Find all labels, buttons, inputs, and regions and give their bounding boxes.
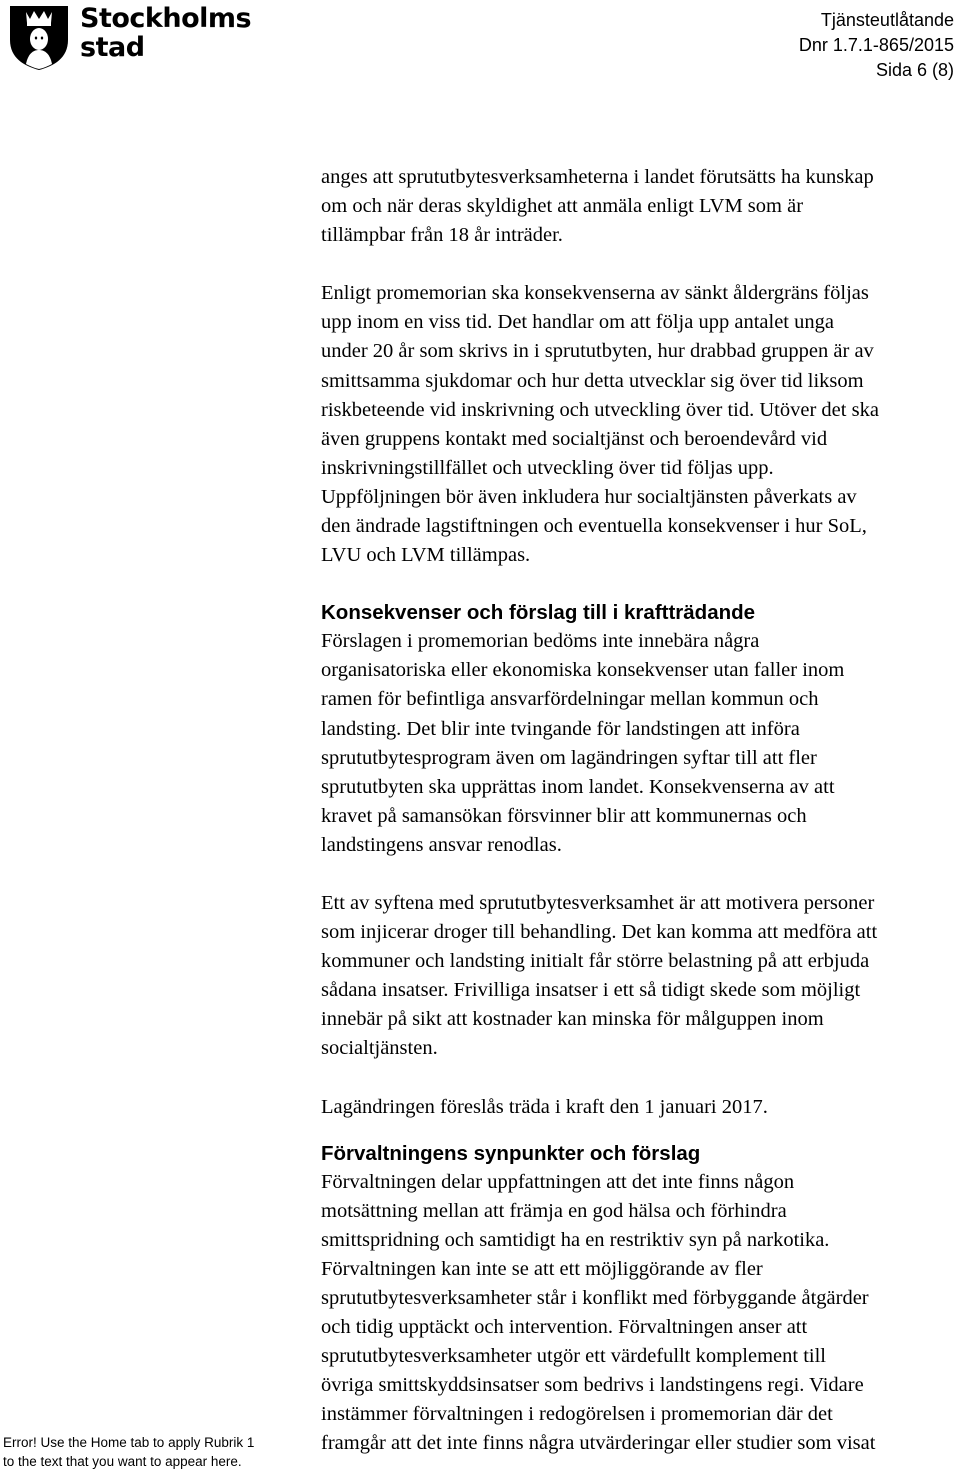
heading-administration-views: Förvaltningens synpunkter och förslag	[321, 1141, 701, 1165]
crown-shield-icon	[4, 2, 74, 72]
paragraph-3: Förslagen i promemorian bedöms inte innebära några organisatoriska eller ekonomiska konsekvenser utan faller inom ramen för befintliga ansvarfördelningar mellan kommun och landsting. Det blir inte tvingande för landstingen att införa sprututbytesprogram även om lagändringen syftar till att fler sprututbyten ska upprättas inom landet. Konsekvenserna av att kravet på samansökan försvinner blir att kommunernas och landstingens ansvar renodlas.	[321, 630, 845, 856]
logo-text-line1: Stockholms	[80, 3, 252, 34]
doc-number: Dnr 1.7.1-865/2015	[798, 35, 954, 55]
paragraph-6: Förvaltningen delar uppfattningen att det inte finns någon motsättning mellan att främja en god hälsa och förhindra smittspridning och samtidigt ha en restriktiv syn på narkotika. Förvaltningen kan inte se att ett möjliggörande av fler sprututbytesverksamheter står i konflikt med förbyggande åtgärder och tidig upptäckt och intervention. Förvaltningen anser att sprututbytesverksamheter utgör ett värdefullt komplement till övriga smittskyddsinsatser som bedrivs i landstingens regi. Vidare instämmer förvaltningen i redogörelsen i promemorian där det framgår att det inte finns några utvärderingar eller studier som visat	[321, 1170, 876, 1455]
logo-text-line2: stad	[80, 32, 145, 63]
document-body	[321, 163, 957, 1459]
stockholm-logo	[4, 2, 252, 72]
footer-error-text: Error! Use the Home tab to apply Rubrik 1 to the text that you want to appear here.	[3, 1435, 255, 1469]
page-label: Sida 6 (8)	[875, 60, 954, 80]
heading-consequences: Konsekvenser och förslag till i kraftträdande	[321, 601, 756, 625]
paragraph-5: Lagändringen föreslås träda i kraft den 1 januari 2017.	[321, 1095, 768, 1118]
paragraph-2: Enligt promemorian ska konsekvenserna av sänkt åldergräns följas upp inom en viss tid. Det handlar om att följa upp antalet unga under 20 år som skrivs in i sprututbyten, hur drabbad gruppen är av smittsamma sjukdomar och hur detta utvecklar sig över tid liksom riskbeteende vid inskrivning och utveckling över tid. Utöver det ska även gruppens kontakt med socialtjänst och beroendevård vid inskrivningstillfället och utveckling över tid följas upp. Uppföljningen bör även inkludera hur socialtjänsten påverkats av den ändrade lagstiftningen och eventuella konsekvenser i hur SoL, LVU och LVM tillämpas.	[321, 282, 879, 567]
paragraph-4: Ett av syftena med sprututbytesverksamhet är att motivera personer som injicerar droger till behandling. Det kan komma att medföra att kommuner och landsting initialt får större belastning på att erbjuda sådana insatser. Frivilliga insatser i ett så tidigt skede som möjligt innebär på sikt att kostnader kan minska för målguppen inom socialtjänsten.	[321, 891, 878, 1060]
paragraph-1: anges att sprututbytesverksamheterna i landet förutsätts ha kunskap om och när deras skyldighet att anmäla enligt LVM som är tillämpbar från 18 år inträder.	[321, 166, 874, 247]
logo-wordmark	[80, 4, 251, 62]
doc-type: Tjänsteutlåtande	[820, 10, 954, 30]
document-header	[799, 8, 954, 83]
